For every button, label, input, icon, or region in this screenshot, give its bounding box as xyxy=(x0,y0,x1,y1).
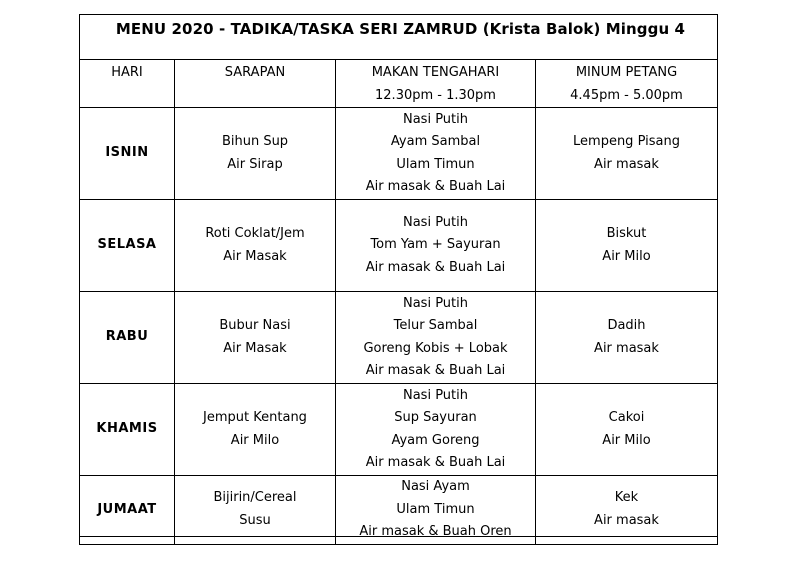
minum-cell xyxy=(536,200,718,292)
menu-item: Nasi Ayam xyxy=(401,479,470,494)
menu-item: Air Milo xyxy=(230,432,280,448)
menu-item: Air masak & Buah Lai xyxy=(365,455,506,470)
header-makan-time: 12.30pm - 1.30pm xyxy=(375,87,496,103)
menu-item: Air Masak xyxy=(223,340,287,356)
minum-cell xyxy=(536,292,718,384)
sarapan-cell xyxy=(175,200,336,292)
menu-item: Nasi Putih xyxy=(402,214,468,230)
sarapan-cell xyxy=(175,292,336,384)
menu-item: Bubur Nasi xyxy=(219,318,291,333)
day-row-khamis xyxy=(80,384,718,476)
sarapan-cell xyxy=(175,476,336,545)
header-row xyxy=(80,60,718,108)
menu-item: Air Milo xyxy=(602,248,651,264)
menu-item: Ayam Goreng xyxy=(391,432,480,448)
menu-item: Roti Coklat/Jem xyxy=(205,226,305,241)
menu-title-text: MENU 2020 - TADIKA/TASKA SERI ZAMRUD (Krista Balok) Minggu 4 xyxy=(115,20,686,38)
day-name: SELASA xyxy=(80,200,175,292)
menu-item: Air masak xyxy=(594,512,659,528)
menu-item: Lempeng Pisang xyxy=(573,134,680,149)
menu-item: Susu xyxy=(239,512,271,528)
makan-cell xyxy=(336,292,536,384)
day-name: RABU xyxy=(80,292,175,384)
menu-item: Bihun Sup xyxy=(221,134,289,149)
menu-item: Telur Sambal xyxy=(393,318,478,333)
menu-item: Tom Yam + Sayuran xyxy=(370,237,501,253)
menu-table xyxy=(79,59,718,545)
menu-item: Air Milo xyxy=(602,432,651,448)
minum-cell xyxy=(536,108,718,200)
menu-item: Air masak xyxy=(594,340,659,356)
menu-item: Air masak & Buah Lai xyxy=(365,259,506,275)
sarapan-cell xyxy=(175,108,336,200)
menu-item: Air masak & Buah Oren xyxy=(359,524,512,539)
menu-item: Ayam Sambal xyxy=(390,134,481,149)
makan-cell xyxy=(336,384,536,476)
header-sarapan-label: SARAPAN xyxy=(224,65,286,80)
day-row-isnin xyxy=(80,108,718,200)
day-row-rabu xyxy=(80,292,718,384)
sarapan-cell xyxy=(175,384,336,476)
header-makan-label: MAKAN TENGAHARI xyxy=(371,65,500,80)
menu-item: Cakoi xyxy=(608,410,645,425)
menu-item: Nasi Putih xyxy=(402,387,468,403)
menu-item: Jemput Kentang xyxy=(203,410,307,425)
minum-cell xyxy=(536,476,718,545)
menu-item: Dadih xyxy=(607,318,646,333)
menu-item: Sup Sayuran xyxy=(394,410,477,425)
makan-cell xyxy=(336,108,536,200)
menu-item: Nasi Putih xyxy=(402,111,468,127)
day-row-selasa xyxy=(80,200,718,292)
day-name: JUMAAT xyxy=(80,476,175,545)
makan-cell xyxy=(336,200,536,292)
menu-item: Bijirin/Cereal xyxy=(213,490,297,506)
menu-item: Nasi Putih xyxy=(402,295,468,311)
menu-item: Air masak & Buah Lai xyxy=(365,363,506,378)
menu-item: Air Sirap xyxy=(227,156,283,172)
header-makan xyxy=(336,60,536,108)
menu-item: Air masak & Buah Lai xyxy=(365,179,506,194)
menu-title xyxy=(80,20,717,38)
header-sarapan xyxy=(175,60,336,108)
minum-cell xyxy=(536,384,718,476)
header-minum-time: 4.45pm - 5.00pm xyxy=(570,87,683,103)
header-hari xyxy=(80,60,175,108)
header-minum xyxy=(536,60,718,108)
makan-cell xyxy=(336,476,536,545)
menu-item: Ulam Timun xyxy=(396,156,475,172)
header-minum-label: MINUM PETANG xyxy=(575,65,678,80)
menu-item: Biskut xyxy=(606,226,647,241)
day-name: KHAMIS xyxy=(80,384,175,476)
menu-item: Kek xyxy=(614,490,639,506)
menu-item: Ulam Timun xyxy=(396,501,475,517)
menu-item: Air masak xyxy=(594,156,659,172)
day-row-jumaat xyxy=(80,476,718,545)
day-name: ISNIN xyxy=(80,108,175,200)
menu-item: Air Masak xyxy=(223,248,287,264)
header-hari-label: HARI xyxy=(111,65,143,80)
menu-item: Goreng Kobis + Lobak xyxy=(363,340,508,356)
